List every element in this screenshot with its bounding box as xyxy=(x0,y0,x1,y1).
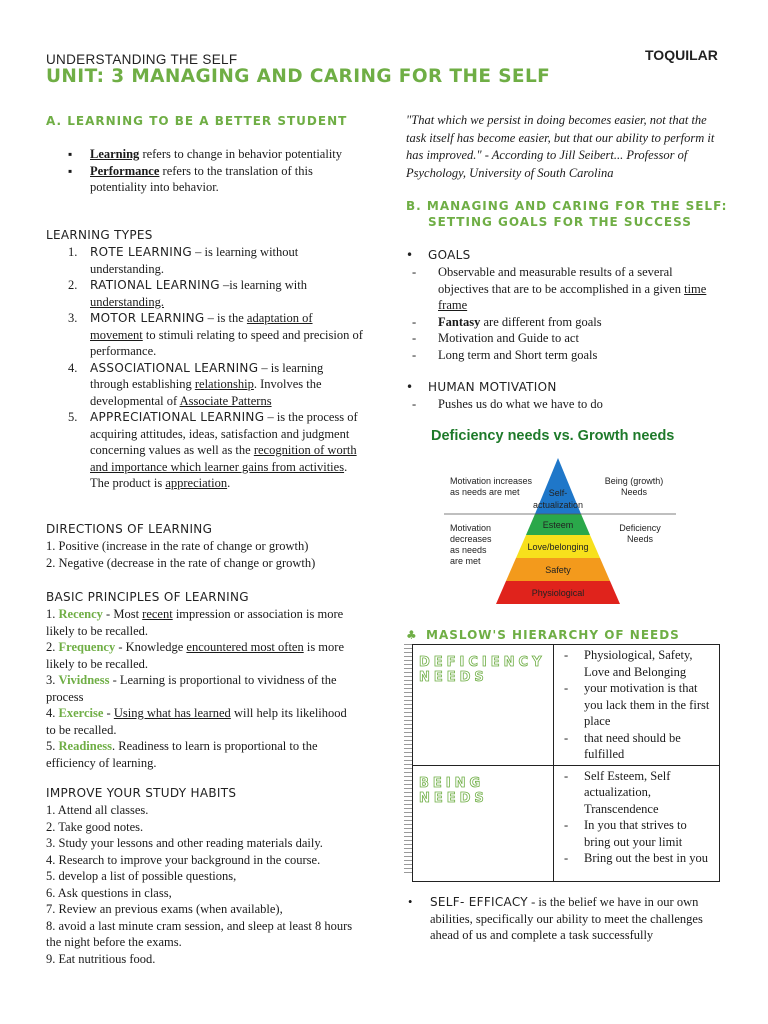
clover-icon: ♣ xyxy=(406,628,418,642)
level-label-physiological: Physiological xyxy=(531,588,585,598)
principle-exercise: 4. Exercise - Using what has learned will help its likelihood to be recalled. xyxy=(46,706,347,737)
unit-title: UNIT: 3 MANAGING AND CARING FOR THE SELF xyxy=(46,66,551,87)
being-items xyxy=(558,768,715,867)
bullet-icon: • xyxy=(408,895,413,909)
label-motivation-decreases-4: are met xyxy=(450,556,481,566)
needs-table xyxy=(412,644,720,882)
label-motivation-increases-1: Motivation increases xyxy=(450,476,533,486)
deficiency-needs-cell xyxy=(413,645,554,766)
level-label-self-1: Self- xyxy=(548,488,568,498)
learning-type-3: 3. MOTOR LEARNING – is the adaptation of movement to stimuli relating to speed and precision of performance. xyxy=(68,311,363,358)
definition-performance: ▪ Performance refers to the translation of this potentiality into behavior. xyxy=(68,163,358,196)
principles-list xyxy=(46,606,352,771)
goal-item: - Fantasy are different from goals xyxy=(406,314,716,331)
self-efficacy-term: SELF- EFFICACY xyxy=(430,895,528,909)
direction-positive: 1. Positive (increase in the rate of change or growth) xyxy=(46,539,309,553)
level-label-safety: Safety xyxy=(545,565,571,575)
level-label-love: Love/belonging xyxy=(527,542,589,552)
needs-table-border-deco xyxy=(404,644,412,876)
habit-item: 8. avoid a last minute cram session, and sleep at least 8 hours the night before the exams. xyxy=(46,918,353,949)
being-label: BEING xyxy=(419,775,485,791)
principle-vividness: 3. Vividness - Learning is proportional to vividness of the process xyxy=(46,673,337,704)
author-name: TOQUILAR xyxy=(645,47,718,63)
directions-list xyxy=(46,538,366,571)
label-motivation-decreases-2: decreases xyxy=(450,534,492,544)
level-label-esteem: Esteem xyxy=(542,520,574,530)
table-row xyxy=(413,765,720,881)
self-efficacy-block xyxy=(406,894,726,944)
bullet-icon: • xyxy=(406,380,414,394)
section-b-line-2: SETTING GOALS FOR THE SUCCESS xyxy=(428,215,692,229)
deficiency-items-cell xyxy=(554,645,720,766)
habits-list xyxy=(46,802,362,967)
motivation-list xyxy=(406,396,716,413)
deficiency-items xyxy=(558,647,715,763)
section-b-heading xyxy=(406,198,727,230)
habit-item: 5. develop a list of possible questions, xyxy=(46,869,237,883)
learning-types-heading: LEARNING TYPES xyxy=(46,228,153,242)
bullet-icon: • xyxy=(406,248,414,262)
motivation-item: - Pushes us do what we have to do xyxy=(406,396,716,413)
being-label-needs: NEEDS xyxy=(419,790,488,806)
directions-heading: DIRECTIONS OF LEARNING xyxy=(46,522,213,536)
maslow-pyramid-figure xyxy=(440,452,680,610)
table-row xyxy=(413,645,720,766)
motivation-heading: • HUMAN MOTIVATION xyxy=(406,380,557,394)
habit-item: 4. Research to improve your background in the course. xyxy=(46,852,321,867)
list-item: - Physiological, Safety, Love and Belonging xyxy=(558,647,715,680)
list-item: - Self Esteem, Self actualization, Transcendence xyxy=(558,768,715,818)
section-b-line-1: B. MANAGING AND CARING FOR THE SELF: xyxy=(406,199,728,213)
list-item: - In you that strives to bring out your limit xyxy=(558,817,715,850)
deficiency-label: DEFICIENCY xyxy=(419,655,546,670)
definition-learning: ▪ Learning refers to change in behavior potentiality xyxy=(68,146,358,163)
label-being-needs-1: Being (growth) xyxy=(604,476,664,486)
goal-item: - Long term and Short term goals xyxy=(406,347,716,364)
goals-heading: • GOALS xyxy=(406,248,471,262)
learning-type-1: 1. ROTE LEARNING – is learning without understanding. xyxy=(68,245,299,276)
learning-type-4: 4. ASSOCIATIONAL LEARNING – is learning through establishing relationship. Involves the developmental of Associate Patterns xyxy=(68,360,324,408)
list-item: - that need should be fulfilled xyxy=(558,730,715,763)
maslow-heading: ♣ MASLOW'S HIERARCHY OF NEEDS xyxy=(406,628,680,642)
learning-types-list xyxy=(46,244,364,492)
definitions-list xyxy=(68,146,358,196)
learning-type-2: 2. RATIONAL LEARNING –is learning with understanding. xyxy=(68,278,307,309)
direction-negative: 2. Negative (decrease in the rate of change or growth) xyxy=(46,555,316,570)
list-item: - Bring out the best in you xyxy=(558,850,715,867)
goal-item: - Observable and measurable results of a several objectives that are to be accomplished in a given time frame xyxy=(406,264,716,314)
goals-list xyxy=(406,264,716,363)
being-needs-cell xyxy=(413,765,554,881)
habits-heading: IMPROVE YOUR STUDY HABITS xyxy=(46,786,237,800)
label-motivation-increases-2: as needs are met xyxy=(450,487,520,497)
label-motivation-decreases-3: as needs xyxy=(450,545,487,555)
habit-item: 3. Study your lessons and other reading materials daily. xyxy=(46,836,323,850)
principle-frequency: 2. Frequency - Knowledge encountered most often is more likely to be recalled. xyxy=(46,640,344,671)
habit-item: 7. Review an previous exams (when available), xyxy=(46,902,283,916)
label-deficiency-needs-1: Deficiency xyxy=(619,523,661,533)
habit-item: 6. Ask questions in class, xyxy=(46,885,172,900)
label-motivation-decreases-1: Motivation xyxy=(450,523,492,533)
habit-item: 2. Take good notes. xyxy=(46,819,144,834)
principle-readiness: 5. Readiness. Readiness to learn is proportional to the efficiency of learning. xyxy=(46,739,318,770)
needs-figure-title: Deficiency needs vs. Growth needs xyxy=(431,428,675,444)
label-deficiency-needs-2: Needs xyxy=(626,534,654,544)
goal-item: - Motivation and Guide to act xyxy=(406,330,716,347)
course-title: UNDERSTANDING THE SELF xyxy=(46,52,238,67)
section-a-heading: A. LEARNING TO BE A BETTER STUDENT xyxy=(46,114,348,128)
quote-block: "That which we persist in doing becomes easier, not that the task itself has become easier, but that our ability to perform it has improved." - According to Jill Seibert... Professor of Psychology, University of South Carolina xyxy=(406,113,715,180)
label-being-needs-2: Needs xyxy=(620,487,648,497)
habit-item: 1. Attend all classes. xyxy=(46,803,149,817)
learning-type-5: 5. APPRECIATIONAL LEARNING – is the process of acquiring attitudes, ideas, satisfaction and judgment concerning values as well as the recognition of worth and importance which learner gains from activities. The product is appreciation. xyxy=(68,410,358,490)
list-item: - your motivation is that you lack them in the first place xyxy=(558,680,715,730)
self-efficacy-definition: - is the belief we have in our own abilities, specifically our ability to meet the challenges ahead of us and complete a task successfully xyxy=(430,895,703,942)
deficiency-label-needs: NEEDS xyxy=(419,670,488,685)
habit-item: 9. Eat nutritious food. xyxy=(46,951,156,966)
level-label-self-2: actualization xyxy=(532,500,584,510)
principle-recency: 1. Recency - Most recent impression or association is more likely to be recalled. xyxy=(46,607,344,638)
principles-heading: BASIC PRINCIPLES OF LEARNING xyxy=(46,590,249,604)
being-items-cell xyxy=(554,765,720,881)
